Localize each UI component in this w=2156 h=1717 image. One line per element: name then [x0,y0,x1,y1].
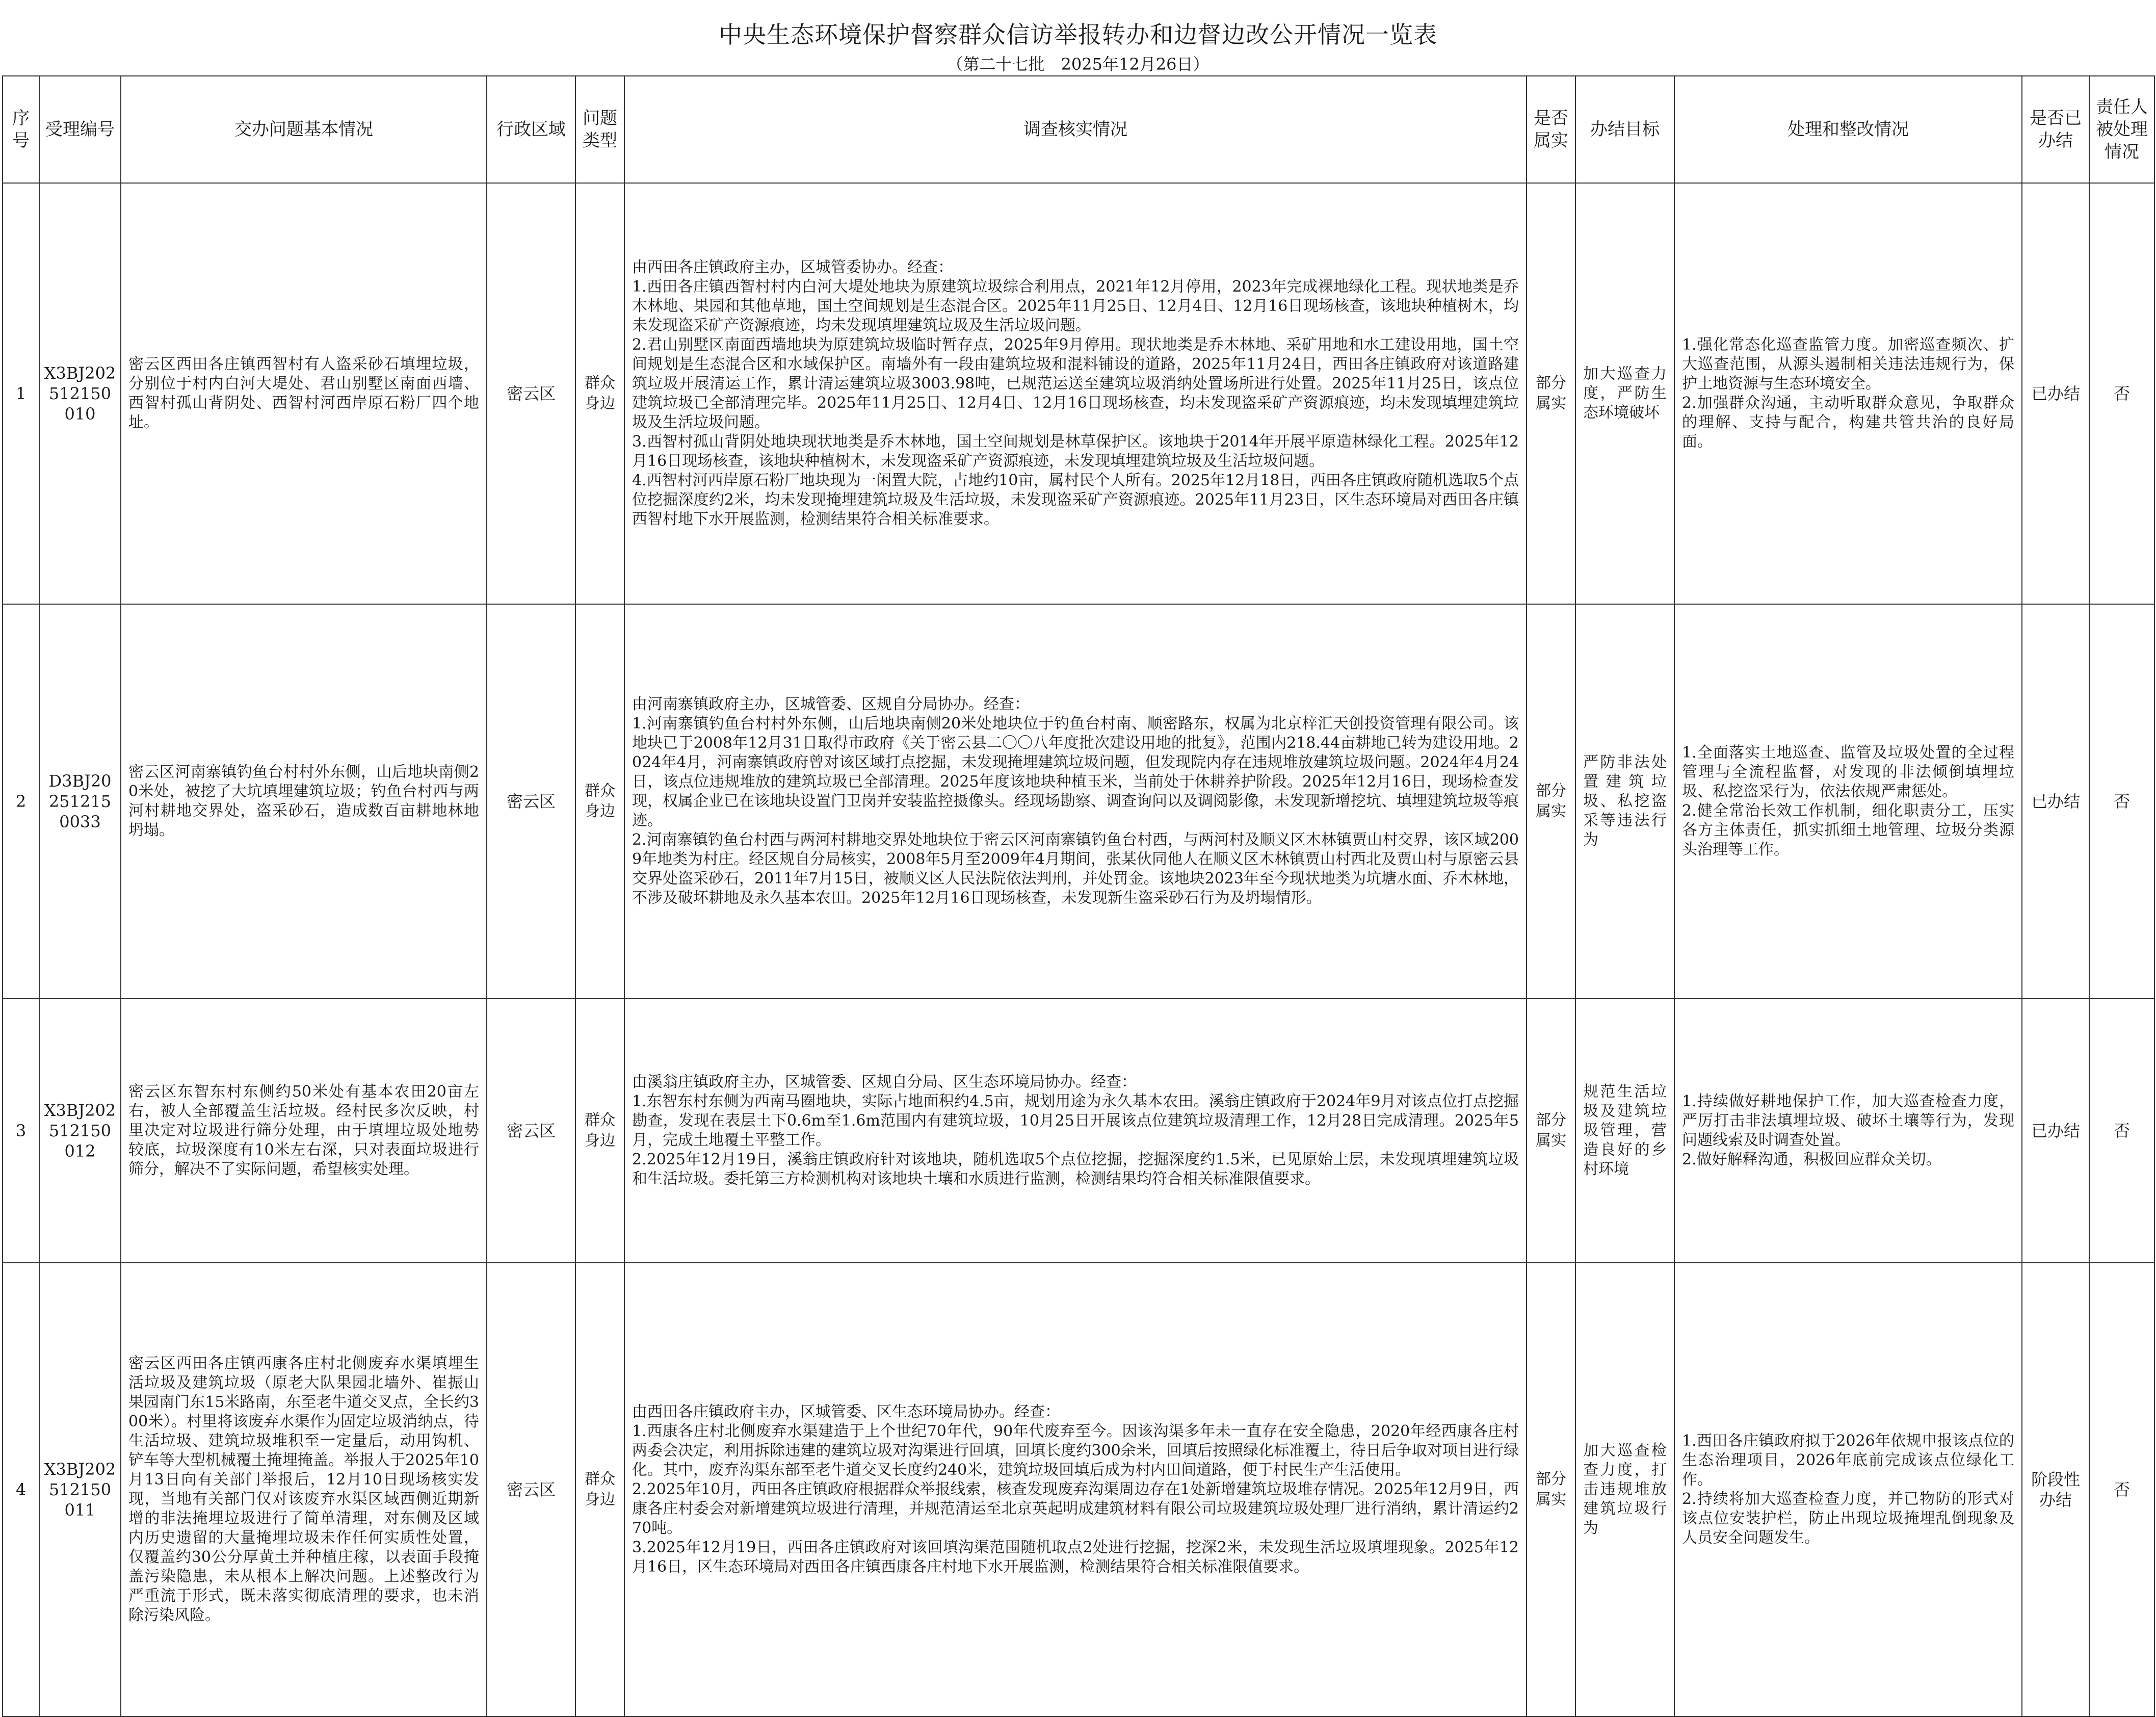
row-problem: 密云区西田各庄镇西智村有人盗采砂石填埋垃圾，分别位于村内白河大堤处、君山别墅区南面西墙、西智村孤山背阴处、西智村河西岸原石粉厂四个地址。 [121,183,487,604]
investigation-line: 2.2025年10月，西田各庄镇政府根据群众举报线索，核查发现废弃沟渠周边存在1处新增建筑垃圾堆存情况。2025年12月9日，西康各庄村委会对新增建筑垃圾进行清理，并规范清运至北京英起明成建筑材料有限公司垃圾建筑垃圾处理厂进行消纳，累计清运约270吨。 [632,1480,1519,1537]
investigation-line: 2.河南寨镇钓鱼台村西与两河村耕地交界处地块位于密云区河南寨镇钓鱼台村西，与两河村及顺义区木林镇贾山村交界，该区域2009年地类为村庄。经区规自分局核实，2008年5月至2009年4月期间，张某伙同他人在顺义区木林镇贾山村西北及贾山村与原密云县交界处盗采砂石，2011年7月15日，被顺义区人民法院依法判刑，并处罚金。该地块2023年至今现状地类为坑塘水面、乔木林地，不涉及破坏耕地及永久基本农田。2025年12月16日现场核查，未发现新生盗采砂石行为及坍塌情形。 [632,831,1519,907]
header-region: 行政区域 [487,76,575,183]
row-seq: 3 [3,999,39,1263]
row-code: D3BJ202512150033 [39,604,121,999]
row-investigation [624,604,1527,999]
row-problem: 密云区东智东村东侧约50米处有基本农田20亩左右，被人全部覆盖生活垃圾。经村民多次反映，村里决定对垃圾进行筛分处理，由于填埋垃圾处地势较底，垃圾深度有10米左右深，只对表面垃圾进行筛分，解决不了实际问题，希望核实处理。 [121,999,487,1263]
row-goal: 加大巡查检查力度，打击违规堆放建筑垃圾行为 [1575,1263,1674,1716]
handling-line: 2.持续将加大巡查检查力度，并已物防的形式对该点位安装护栏，防止出现垃圾掩埋乱倒现象及人员安全问题发生。 [1682,1490,2014,1547]
disclosure-table [2,75,2155,1717]
row-type: 群众身边 [575,604,624,999]
investigation-line: 3.2025年12月19日，西田各庄镇政府对该回填沟渠范围随机取点2处进行挖掘，挖深2米，未发现生活垃圾填埋现象。2025年12月16日，区生态环境局对西田各庄镇西康各庄村地下水开展监测，检测结果符合相关标准限值要求。 [632,1539,1519,1576]
row-investigation [624,1263,1527,1716]
row-completed: 已办结 [2022,999,2089,1263]
row-goal: 加大巡查力度，严防生态环境破坏 [1575,183,1674,604]
investigation-line: 2.2025年12月19日，溪翁庄镇政府针对该地块，随机选取5个点位挖掘，挖掘深度约1.5米，已见原始土层，未发现填埋建筑垃圾和生活垃圾。委托第三方检测机构对该地块土壤和水质进行监测，检测结果均符合相关标准限值要求。 [632,1151,1519,1188]
row-accountability: 否 [2089,1263,2154,1716]
table-row [3,999,2154,1263]
row-problem: 密云区西田各庄镇西康各庄村北侧废弃水渠填埋生活垃圾及建筑垃圾（原老大队果园北墙外、崔振山果园南门东15米路南，东至老牛道交叉点，全长约300米）。村里将该废弃水渠作为固定垃圾消纳点，待生活垃圾、建筑垃圾堆积至一定量后，动用钩机、铲车等大型机械覆土掩埋掩盖。举报人于2025年10月13日向有关部门举报后，12月10日现场核实发现，当地有关部门仅对该废弃水渠区域西侧近期新增的非法掩埋垃圾进行了简单清理，对东侧及区域内历史遗留的大量掩埋垃圾未作任何实质性处置，仅覆盖约30公分厚黄土并种植庄稼，以表面手段掩盖污染隐患，未从根本上解决问题。上述整改行为严重流于形式，既未落实彻底清理的要求，也未消除污染风险。 [121,1263,487,1716]
row-region: 密云区 [487,999,575,1263]
header-code: 受理编号 [39,76,121,183]
table-row [3,1263,2154,1716]
row-accountability: 否 [2089,999,2154,1263]
header-row [3,76,2154,183]
investigation-line: 由西田各庄镇政府主办，区城管委协办。经查： [632,258,953,276]
header-investigation: 调查核实情况 [624,76,1527,183]
row-verified: 部分属实 [1527,1263,1575,1716]
row-goal: 规范生活垃圾及建筑垃圾管理，营造良好的乡村环境 [1575,999,1674,1263]
row-completed: 已办结 [2022,183,2089,604]
page-title: 中央生态环境保护督察群众信访举报转办和边督边改公开情况一览表 [719,21,1437,48]
row-code: X3BJ202512150011 [39,1263,121,1716]
table-row [3,183,2154,604]
row-verified: 部分属实 [1527,604,1575,999]
investigation-line: 1.河南寨镇钓鱼台村村外东侧，山后地块南侧20米处地块位于钓鱼台村南、顺密路东，权属为北京梓汇天创投资管理有限公司。该地块已于2008年12月31日取得市政府《关于密云县二〇〇八年度批次建设用地的批复》，范围内218.44亩耕地已转为建设用地。2024年4月，河南寨镇政府曾对该区域打点挖掘，未发现掩埋建筑垃圾问题，但发现院内存在违规堆放建筑垃圾问题。2024年4月24日，该点位违规堆放的建筑垃圾已全部清理。2025年度该地块种植玉米，当前处于休耕养护阶段。2025年12月16日，现场检查发现，权属企业已在该地块设置门卫岗并安装监控摄像头。经现场勘察、调查询问以及调阅影像，未发现新增挖坑、填埋建筑垃圾等痕迹。 [632,715,1519,829]
row-accountability: 否 [2089,183,2154,604]
row-investigation [624,183,1527,604]
investigation-line: 由溪翁庄镇政府主办，区城管委、区规自分局、区生态环境局协办。经查： [632,1073,1137,1091]
row-handling [1674,604,2022,999]
row-seq: 4 [3,1263,39,1716]
investigation-line: 3.西智村孤山背阴处地块现状地类是乔木林地，国土空间规划是林草保护区。该地块于2014年开展平原造林绿化工程。2025年12月16日现场核查，该地块种植树木，未发现盗采矿产资源痕迹，未发现填埋建筑垃圾及生活垃圾问题。 [632,433,1519,470]
row-code: X3BJ202512150012 [39,999,121,1263]
investigation-line: 1.东智东村东侧为西南马圈地块，实际占地面积约4.5亩，规划用途为永久基本农田。溪翁庄镇政府于2024年9月对该点位打点挖掘勘查，发现在表层土下0.6m至1.6m范围内有建筑垃圾，10月25日开展该点位建筑垃圾清理工作，12月28日完成清理。2025年5月，完成土地覆土平整工作。 [632,1092,1519,1149]
row-accountability: 否 [2089,604,2154,999]
header-completed: 是否已办结 [2022,76,2089,183]
handling-line: 1.全面落实土地巡查、监管及垃圾处置的全过程管理与全流程监督，对发现的非法倾倒填埋垃圾、私挖盗采行为，依法依规严肃惩处。 [1682,744,2014,800]
row-region: 密云区 [487,604,575,999]
header-seq: 序号 [3,76,39,183]
investigation-line: 2.君山别墅区南面西墙地块为原建筑垃圾临时暂存点，2025年9月停用。现状地类是乔木林地、采矿用地和水工建设用地，国土空间规划是生态混合区和水域保护区。南墙外有一段由建筑垃圾和混料铺设的道路，2025年11月24日，西田各庄镇政府对该道路建筑垃圾开展清运工作，累计清运建筑垃圾3003.98吨，已规范运送至建筑垃圾消纳处置场所进行处置。2025年11月25日，该点位建筑垃圾已全部清理完毕。2025年11月25日、12月4日、12月16日现场核查，均未发现盗采矿产资源痕迹，均未发现填埋建筑垃圾及生活垃圾问题。 [632,336,1519,431]
row-verified: 部分属实 [1527,999,1575,1263]
handling-line: 1.持续做好耕地保护工作，加大巡查检查力度，严厉打击非法填埋垃圾、破坏土壤等行为，发现问题线索及时调查处置。 [1682,1092,2014,1149]
row-type: 群众身边 [575,183,624,604]
investigation-line: 由河南寨镇政府主办，区城管委、区规自分局协办。经查： [632,695,1030,713]
header-verified: 是否属实 [1527,76,1575,183]
row-investigation [624,999,1527,1263]
handling-line: 2.加强群众沟通，主动听取群众意见，争取群众的理解、支持与配合，构建共管共治的良好局面。 [1682,394,2014,451]
investigation-line: 4.西智村河西岸原石粉厂地块现为一闲置大院，占地约10亩，属村民个人所有。2025年12月18日，西田各庄镇政府随机选取5个点位挖掘深度约2米，均未发现掩埋建筑垃圾及生活垃圾，未发现盗采矿产资源痕迹。2025年11月23日，区生态环境局对西田各庄镇西智村地下水开展监测，检测结果符合相关标准要求。 [632,472,1519,528]
header-handling: 处理和整改情况 [1674,76,2022,183]
investigation-line: 由西田各庄镇政府主办，区城管委、区生态环境局协办。经查： [632,1403,1060,1421]
row-region: 密云区 [487,183,575,604]
handling-line: 2.健全常治长效工作机制，细化职责分工，压实各方主体责任，抓实抓细土地管理、垃圾分类源头治理等工作。 [1682,802,2014,858]
row-goal: 严防非法处置建筑垃圾、私挖盗采等违法行为 [1575,604,1674,999]
row-type: 群众身边 [575,1263,624,1716]
header-problem: 交办问题基本情况 [121,76,487,183]
row-verified: 部分属实 [1527,183,1575,604]
handling-line: 1.西田各庄镇政府拟于2026年依规申报该点位的生态治理项目，2026年底前完成该点位绿化工作。 [1682,1432,2014,1489]
row-completed: 已办结 [2022,604,2089,999]
header-goal: 办结目标 [1575,76,1674,183]
handling-line: 1.强化常态化巡查监管力度。加密巡查频次、扩大巡查范围，从源头遏制相关违法违规行为，保护土地资源与生态环境安全。 [1682,336,2014,393]
header-accountability: 责任人被处理情况 [2089,76,2154,183]
row-type: 群众身边 [575,999,624,1263]
table-row [3,604,2154,999]
row-completed: 阶段性办结 [2022,1263,2089,1716]
row-seq: 2 [3,604,39,999]
row-seq: 1 [3,183,39,604]
row-problem: 密云区河南寨镇钓鱼台村村外东侧，山后地块南侧20米处，被挖了大坑填埋建筑垃圾；钓鱼台村西与两河村耕地交界处，盗采砂石，造成数百亩耕地林地坍塌。 [121,604,487,999]
handling-line: 2.做好解释沟通，积极回应群众关切。 [1682,1151,1941,1168]
header-type: 问题类型 [575,76,624,183]
row-region: 密云区 [487,1263,575,1716]
row-code: X3BJ202512150010 [39,183,121,604]
investigation-line: 1.西康各庄村北侧废弃水渠建造于上个世纪70年代，90年代废弃至今。因该沟渠多年未一直存在安全隐患，2020年经西康各庄村两委会决定，利用拆除违建的建筑垃圾对沟渠进行回填，回填长度约300余米，回填后按照绿化标准覆土，待日后争取对项目进行绿化。其中，废弃沟渠东部至老牛道交叉长度约240米，建筑垃圾回填后成为村内田间道路，便于村民生产生活使用。 [632,1422,1519,1479]
row-handling [1674,1263,2022,1716]
row-handling [1674,183,2022,604]
investigation-line: 1.西田各庄镇西智村村内白河大堤处地块为原建筑垃圾综合利用点，2021年12月停用，2023年完成裸地绿化工程。现状地类是乔木林地、果园和其他草地，国土空间规划是生态混合区。2025年11月25日、12月4日、12月16日现场核查，该地块种植树木，均未发现盗采矿产资源痕迹，均未发现填埋建筑垃圾及生活垃圾问题。 [632,278,1519,334]
row-handling [1674,999,2022,1263]
page-subtitle: （第二十七批 2025年12月26日） [946,55,1210,74]
